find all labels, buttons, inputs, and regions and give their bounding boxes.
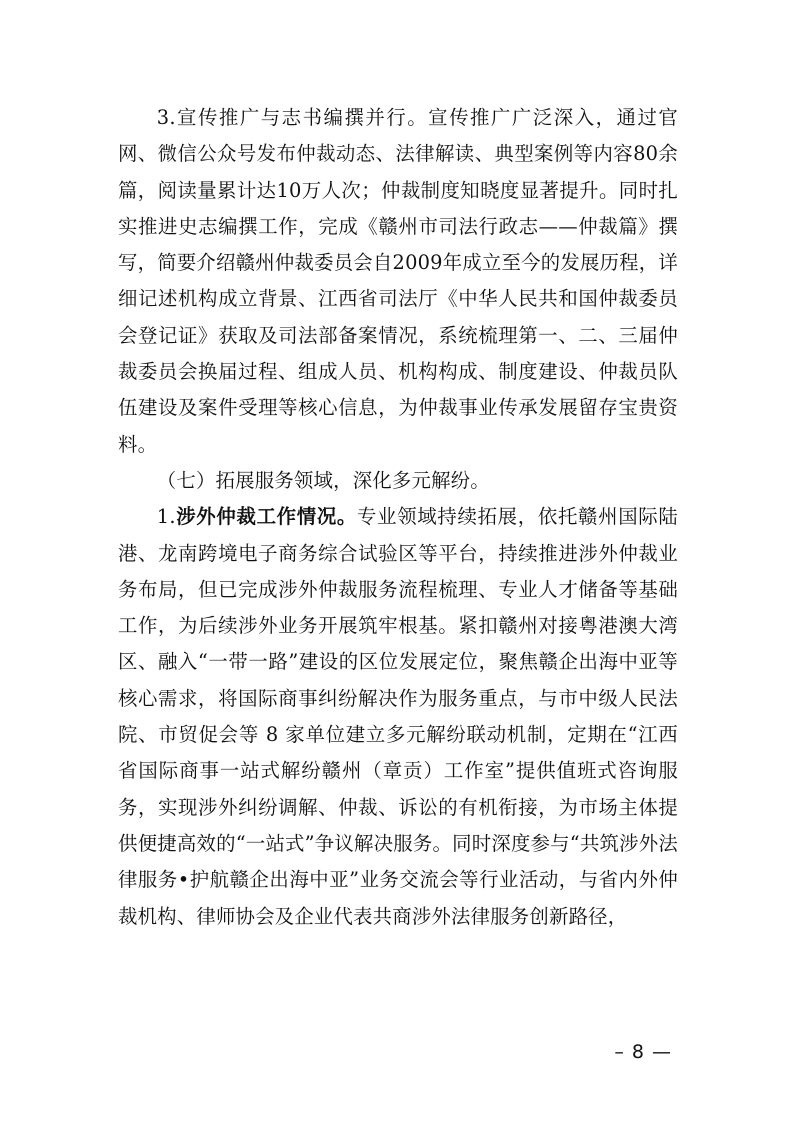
paragraph-text: 专业领域持续拓展，依托赣州国际陆港、龙南跨境电子商务综合试验区等平台，持续推进涉外仲裁业务布局，但已完成涉外仲裁服务流程梳理、专业人才储备等基础工作，为后续涉外业务开展筑牢根基。紧扣赣州对接粤港澳大湾区、融入“一带一路”建设的区位发展定位，聚焦赣企出海中亚等核心需求，将国际商事纠纷解决作为服务重点，与市中级人民法院、市贸促会等 8 家单位建立多元解纷联动机制，定期在“江西省国际商事一站式解纷赣州（章贡）工作室”提供值班式咨询服务，实现涉外纠纷调解、仲裁、诉讼的有机衔接，为市场主体提供便捷高效的“一站式”争议解决服务。同时深度参与“共筑涉外法律服务•护航赣企出海中亚”业务交流会等行业活动，与省内外仲裁机构、律师协会及企业代表共商涉外法律服务创新路径， (118, 505, 678, 928)
paragraph-publicity-and-chronicle (118, 100, 678, 463)
section-heading-seven (118, 463, 678, 499)
paragraph-text: 3.宣传推广与志书编撰并行。宣传推广广泛深入，通过官网、微信公众号发布仲裁动态、法律解读、典型案例等内容80余篇，阅读量累计达10万人次；仲裁制度知晓度显著提升。同时扎实推进史志编撰工作，完成《赣州市司法行政志——仲裁篇》撰写，简要介绍赣州仲裁委员会自2009年成立至今的发展历程，详细记述机构成立背景、江西省司法厅《中华人民共和国仲裁委员会登记证》获取及司法部备案情况，系统梳理第一、二、三届仲裁委员会换届过程、组成人员、机构构成、制度建设、仲裁员队伍建设及案件受理等核心信息，为仲裁事业传承发展留存宝贵资料。 (118, 106, 678, 456)
paragraph-foreign-arbitration (118, 499, 678, 935)
paragraph-lead-number: 1. (156, 505, 176, 529)
document-body (118, 100, 678, 935)
section-heading-text: （七）拓展服务领域，深化多元解纷。 (156, 468, 490, 492)
page-number: – 8 — (614, 1041, 672, 1063)
paragraph-lead-title: 涉外仲裁工作情况。 (175, 505, 358, 529)
